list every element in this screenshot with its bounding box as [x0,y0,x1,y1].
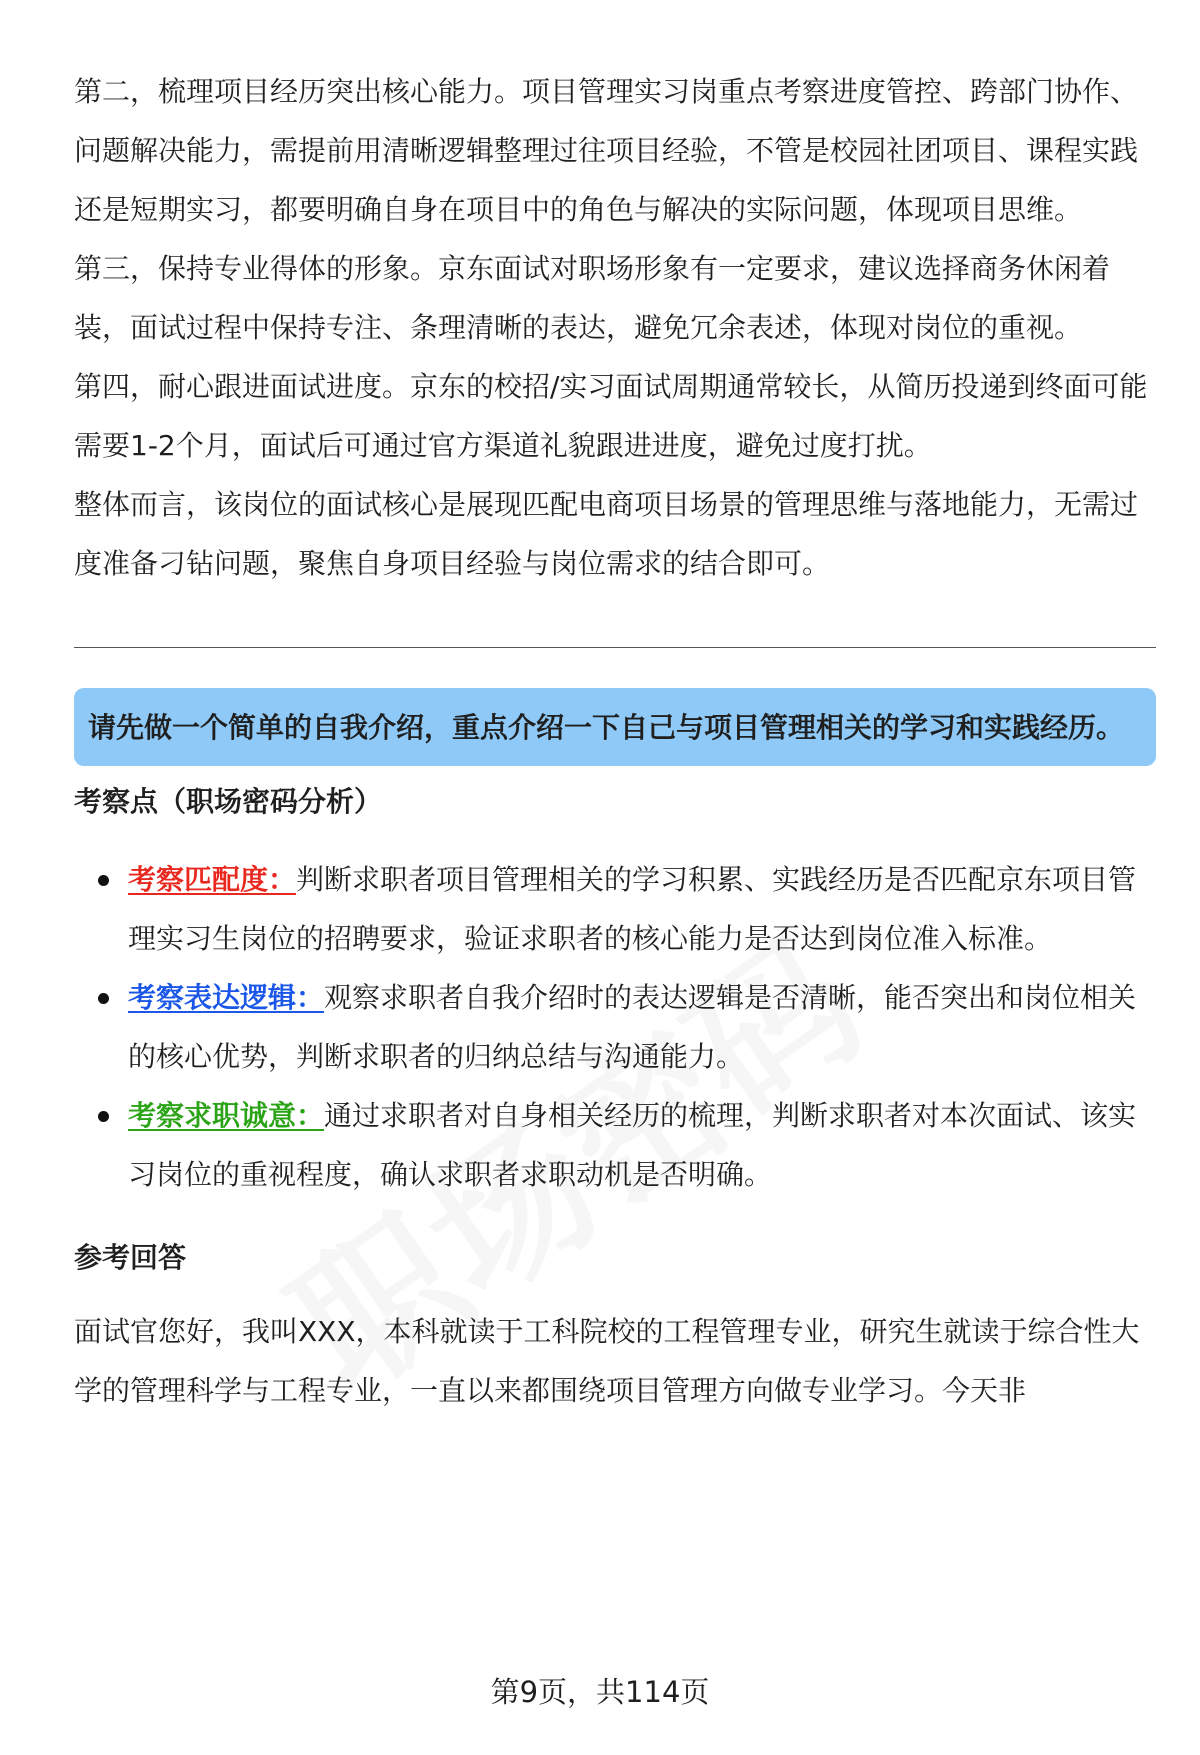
paragraph-second: 第二，梳理项目经历突出核心能力。项目管理实习岗重点考察进度管控、跨部门协作、问题解决能力，需提前用清晰逻辑整理过往项目经验，不管是校园社团项目、课程实践还是短期实习，都要明确自身在项目中的角色与解决的实际问题，体现项目思维。 [74,75,1139,226]
bullet-icon [98,993,109,1004]
question-box: 请先做一个简单的自我介绍，重点介绍一下自己与项目管理相关的学习和实践经历。 [74,688,1156,766]
analysis-title: 考察点（职场密码分析） [74,785,383,818]
bullet-icon [98,875,109,886]
point-label-logic: 考察表达逻辑： [128,981,325,1014]
point-item-logic [128,968,1156,1086]
paragraph-fourth: 第四，耐心跟进面试进度。京东的校招/实习面试周期通常较长，从简历投递到终面可能需要1-2个月，面试后可通过官方渠道礼貌跟进进度，避免过度打扰。 [74,370,1148,462]
point-text-logic: 观察求职者自我介绍时的表达逻辑是否清晰，能否突出和岗位相关的核心优势，判断求职者的归纳总结与沟通能力。 [128,981,1137,1073]
document-page [74,62,1156,1420]
reference-answer: 面试官您好，我叫XXX，本科就读于工科院校的工程管理专业，研究生就读于综合性大学的管理科学与工程专业，一直以来都围绕项目管理方向做专业学习。今天非 [74,1315,1140,1407]
analysis-points [74,850,1156,1204]
section-divider [74,647,1156,648]
point-text-sincerity: 通过求职者对自身相关经历的梳理，判断求职者对本次面试、该实习岗位的重视程度，确认求职者求职动机是否明确。 [128,1099,1137,1191]
point-item-sincerity [128,1086,1156,1204]
point-item-match [128,850,1156,968]
paragraph-third: 第三，保持专业得体的形象。京东面试对职场形象有一定要求，建议选择商务休闲着装，面试过程中保持专注、条理清晰的表达，避免冗余表述，体现对岗位的重视。 [74,252,1111,344]
reference-title: 参考回答 [74,1241,187,1274]
point-label-match: 考察匹配度： [128,863,297,896]
paragraph-summary: 整体而言，该岗位的面试核心是展现匹配电商项目场景的管理思维与落地能力，无需过度准备刁钻问题，聚焦自身项目经验与岗位需求的结合即可。 [74,488,1139,580]
point-label-sincerity: 考察求职诚意： [128,1099,325,1132]
page-number: 第9页，共114页 [490,1675,710,1709]
point-text-match: 判断求职者项目管理相关的学习积累、实践经历是否匹配京东项目管理实习生岗位的招聘要求，验证求职者的核心能力是否达到岗位准入标准。 [128,863,1137,955]
bullet-icon [98,1111,109,1122]
